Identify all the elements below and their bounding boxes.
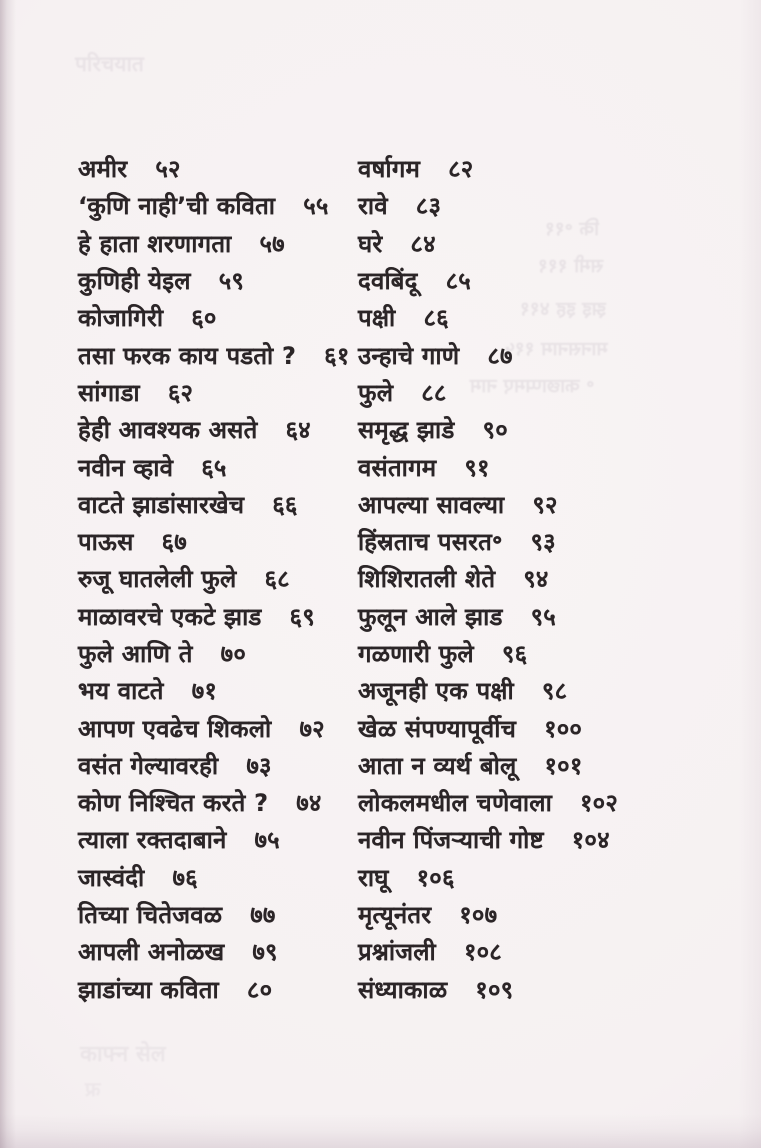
toc-entry	[78, 411, 350, 448]
toc-entry-page: ७६	[172, 863, 198, 892]
toc-entry-title: आपली अनोळख	[78, 938, 225, 967]
toc-entry-title: मृत्यूनंतर	[358, 901, 432, 930]
toc-entry	[358, 299, 618, 336]
toc-entry-page: ७२	[299, 714, 325, 743]
toc-entry-page: ७३	[246, 751, 272, 780]
toc-entry-title: जास्वंदी	[78, 863, 145, 892]
toc-entry-page: ९६	[501, 640, 528, 668]
toc-entry-title: कोजागिरी	[78, 304, 164, 333]
toc-entry	[358, 150, 618, 187]
toc-entry-page: ९४	[523, 565, 549, 594]
toc-entry	[358, 411, 618, 448]
toc-entry-page: ९३	[530, 528, 556, 557]
toc-entry-title: त्याला रक्तदाबाने	[78, 826, 227, 855]
toc-column-right	[358, 150, 618, 1008]
toc-entry	[78, 933, 350, 970]
toc-entry-title: माळावरचे एकटे झाड	[78, 602, 262, 631]
toc-entry-title: राघू	[358, 863, 389, 892]
toc-entry	[358, 709, 618, 746]
toc-entry-title: खेळ संपण्यापूर्वीच	[358, 714, 517, 743]
toc-entry-title: आपण एवढेच शिकलो	[78, 714, 272, 743]
toc-entry	[78, 784, 350, 821]
toc-entry-page: ६६	[272, 490, 298, 519]
toc-entry-title: हेही आवश्यक असते	[78, 416, 258, 445]
toc-entry-page: ८०	[246, 975, 273, 1004]
toc-entry-page: ६७	[161, 528, 187, 557]
toc-entry-page: ७५	[254, 826, 280, 855]
toc-entry-page: १०८	[463, 938, 502, 967]
bleedthrough-text: मानसनाम ११५	[505, 338, 608, 360]
toc-entry-page: ९१	[464, 453, 490, 482]
toc-column-left	[78, 150, 350, 1008]
toc-entry-page: १०४	[571, 826, 610, 855]
toc-entry-title: तसा फरक काय पडतो ?	[78, 341, 297, 370]
toc-entry	[78, 523, 350, 560]
toc-entry-title: उन्हाचे गाणे	[358, 341, 460, 370]
bleedthrough-text: फ्र	[85, 1077, 101, 1101]
toc-entry-page: ५५	[303, 192, 329, 221]
toc-entry-title: ‘कुणि नाही’ची कविता	[78, 192, 276, 221]
toc-entry	[78, 187, 350, 224]
toc-entry	[358, 560, 618, 597]
toc-entry	[358, 523, 618, 560]
toc-entry	[78, 709, 350, 746]
toc-entry-title: आता न व्यर्थ बोलू	[358, 751, 517, 780]
toc-entry	[358, 859, 618, 896]
bleedthrough-text: काफ्न सेल	[80, 1042, 166, 1067]
toc-entry	[358, 747, 618, 784]
toc-entry	[78, 486, 350, 523]
toc-entry-page: ६९	[289, 602, 315, 631]
toc-entry	[358, 821, 618, 858]
toc-entry-page: ६८	[264, 565, 290, 594]
toc-entry-page: ९५	[530, 602, 556, 631]
toc-entry-page: ८५	[445, 267, 471, 296]
toc-entry-page: ७४	[296, 789, 322, 818]
toc-entry-title: नवीन व्हावे	[78, 453, 174, 482]
toc-entry	[358, 784, 618, 821]
toc-entry	[358, 486, 618, 523]
toc-entry	[358, 598, 618, 635]
toc-entry-title: आपल्या सावल्या	[358, 490, 505, 519]
bleedthrough-text: समी १११	[538, 255, 604, 277]
toc-entry-page: ८७	[487, 341, 513, 370]
toc-entry-title: फुले आणि ते	[78, 640, 193, 668]
toc-entry-title: अमीर	[78, 155, 128, 184]
toc-entry	[78, 598, 350, 635]
toc-entry	[358, 933, 618, 970]
toc-entry-title: लोकलमधील चणेवाला	[358, 789, 552, 818]
toc-entry-title: घरे	[358, 229, 383, 258]
toc-entry	[358, 672, 618, 709]
toc-entry-page: ८८	[421, 378, 447, 407]
toc-entry-page: ५९	[218, 267, 245, 296]
toc-entry-title: पाऊस	[78, 528, 134, 557]
toc-entry-page: ५७	[259, 229, 285, 258]
toc-entry-title: रुजू घातलेली फुले	[78, 565, 237, 594]
toc-entry	[78, 336, 350, 373]
toc-entry-title: हे हाता शरणागता	[78, 229, 232, 258]
toc-entry	[78, 672, 350, 709]
toc-entry-title: वर्षागम	[358, 155, 421, 184]
toc-entry	[78, 560, 350, 597]
toc-entry-page: ९८	[541, 677, 568, 706]
toc-entry	[78, 971, 350, 1008]
toc-entry	[358, 336, 618, 373]
toc-entry	[358, 374, 618, 411]
toc-entry-title: भय वाटते	[78, 677, 164, 706]
toc-entry-page: १०९	[475, 975, 514, 1004]
toc-entry	[78, 299, 350, 336]
toc-entry	[358, 896, 618, 933]
toc-entry-page: ६४	[285, 416, 311, 445]
toc-entry	[78, 225, 350, 262]
toc-entry-title: प्रश्नांजली	[358, 938, 436, 967]
toc-entry-page: ८३	[415, 192, 442, 221]
toc-entry	[78, 896, 350, 933]
toc-entry-page: ८४	[410, 229, 436, 258]
toc-entry-title: गळणारी फुले	[358, 640, 474, 668]
toc-entry-title: झाडांच्या कविता	[78, 975, 219, 1004]
toc-entry-title: नवीन पिंजऱ्याची गोष्ट	[358, 826, 544, 855]
toc-entry	[358, 971, 618, 1008]
toc-entry-title: कोण निश्चित करते ?	[78, 789, 269, 818]
toc-entry-title: वसंत गेल्यावरही	[78, 751, 219, 780]
toc-entry	[78, 150, 350, 187]
toc-entry	[358, 635, 618, 672]
toc-entry-title: वाटते झाडांसारखेच	[78, 490, 245, 519]
toc-entry-page: ६२	[167, 378, 194, 407]
toc-entry-page: ८६	[423, 304, 449, 333]
toc-entry-title: अजूनही एक पक्षी	[358, 677, 514, 706]
toc-entry-title: समृद्ध झाडे	[358, 416, 455, 445]
toc-entry-title: हिंस्रताच पसरत॰	[358, 528, 503, 557]
toc-entry	[358, 262, 618, 299]
toc-entry-title: तिच्या चितेजवळ	[78, 901, 223, 930]
bleedthrough-text: कि ॰११	[545, 218, 599, 240]
toc-entry-title: फुले	[358, 378, 394, 407]
toc-entry-page: ६१	[324, 341, 350, 370]
toc-entry-title: दवबिंदू	[358, 267, 418, 296]
toc-entry	[78, 262, 350, 299]
toc-entry-title: पक्षी	[358, 304, 396, 333]
bleedthrough-text: झइ इह ४११	[520, 298, 606, 320]
toc-entry-title: शिशिरातली शेते	[358, 565, 496, 594]
toc-entry-title: रावे	[358, 192, 388, 221]
toc-entry-page: ९२	[532, 490, 558, 519]
toc-entry-title: वसंतागम	[358, 453, 437, 482]
toc-entry-page: ७९	[252, 938, 278, 967]
toc-entry-page: १०२	[580, 789, 619, 818]
bleedthrough-text: परिचयात	[75, 52, 144, 76]
toc-entry-page: ७०	[220, 640, 247, 668]
toc-entry	[358, 187, 618, 224]
toc-entry-page: ७१	[191, 677, 218, 706]
toc-entry-title: संध्याकाळ	[358, 975, 448, 1004]
toc-entry-title: सांगाडा	[78, 378, 140, 407]
toc-entry-page: ५२	[155, 155, 181, 184]
toc-entry	[78, 448, 350, 485]
toc-entry-page: १०१	[544, 751, 583, 780]
toc-entry	[78, 821, 350, 858]
toc-entry-page: १०७	[459, 901, 498, 930]
toc-entry	[78, 859, 350, 896]
toc-entry	[78, 374, 350, 411]
toc-entry-page: ६०	[191, 304, 217, 333]
toc-entry-page: ६५	[201, 453, 227, 482]
toc-entry-title: फुलून आले झाड	[358, 602, 503, 631]
toc-entry-page: १००	[544, 714, 583, 743]
toc-entry-page: १०६	[416, 863, 455, 892]
bleedthrough-text: ॰ काछाप्पमए नाम	[470, 375, 595, 397]
toc-entry-page: ८२	[448, 155, 474, 184]
toc-entry	[358, 225, 618, 262]
toc-entry	[358, 448, 618, 485]
toc-entry-title: कुणिही येइल	[78, 267, 191, 296]
toc-entry	[78, 747, 350, 784]
toc-entry	[78, 635, 350, 672]
toc-entry-page: ९०	[482, 416, 508, 445]
toc-entry-page: ७७	[250, 901, 276, 930]
